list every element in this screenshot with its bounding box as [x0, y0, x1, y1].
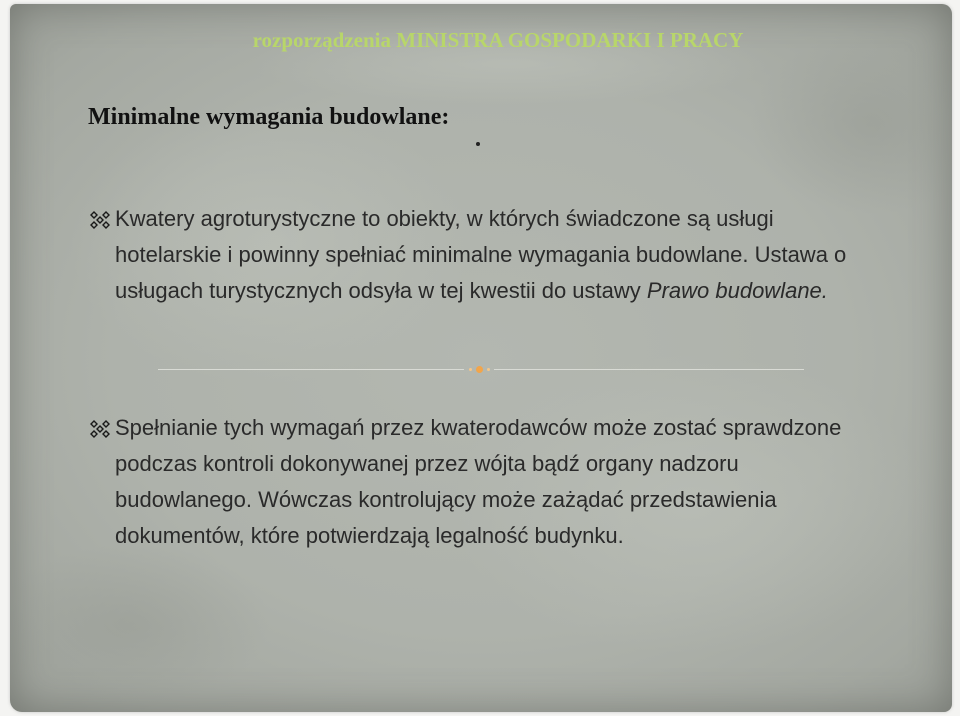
ornament-divider-icon: [476, 366, 483, 373]
divider-line-left: [158, 369, 464, 370]
divider-line-right: [494, 369, 804, 370]
bullet-1-italic: Prawo budowlane.: [646, 278, 828, 303]
decorative-dot: [476, 142, 480, 146]
bullet-item-1: [88, 201, 875, 309]
bullet-item-2: [88, 410, 875, 554]
slide-subtitle: rozporządzenia MINISTRA GOSPODARKI I PRACY: [252, 28, 744, 52]
bullet-2-text: Spełnianie tych wymagań przez kwaterodawców może zostać sprawdzone podczas kontroli dokonywanej przez wójta bądź organy nadzoru budowlanego. Wówczas kontrolujący może zażądać przedstawienia dokumentów, które potwierdzają legalność budynku.: [115, 415, 842, 548]
four-diamond-bullet-icon: [88, 419, 112, 439]
slide-heading: Minimalne wymagania budowlane:: [88, 104, 450, 130]
ornament-dot-right: [487, 368, 490, 371]
bullet-1-text: Kwatery agroturystyczne to obiekty, w których świadczone są usługi hotelarskie i powinny spełniać minimalne wymagania budowlane. Ustawa o usługach turystycznych odsyła w tej kwestii do ustawy: [115, 206, 847, 303]
ornament-dot-left: [469, 368, 472, 371]
four-diamond-bullet-icon: [88, 210, 112, 230]
